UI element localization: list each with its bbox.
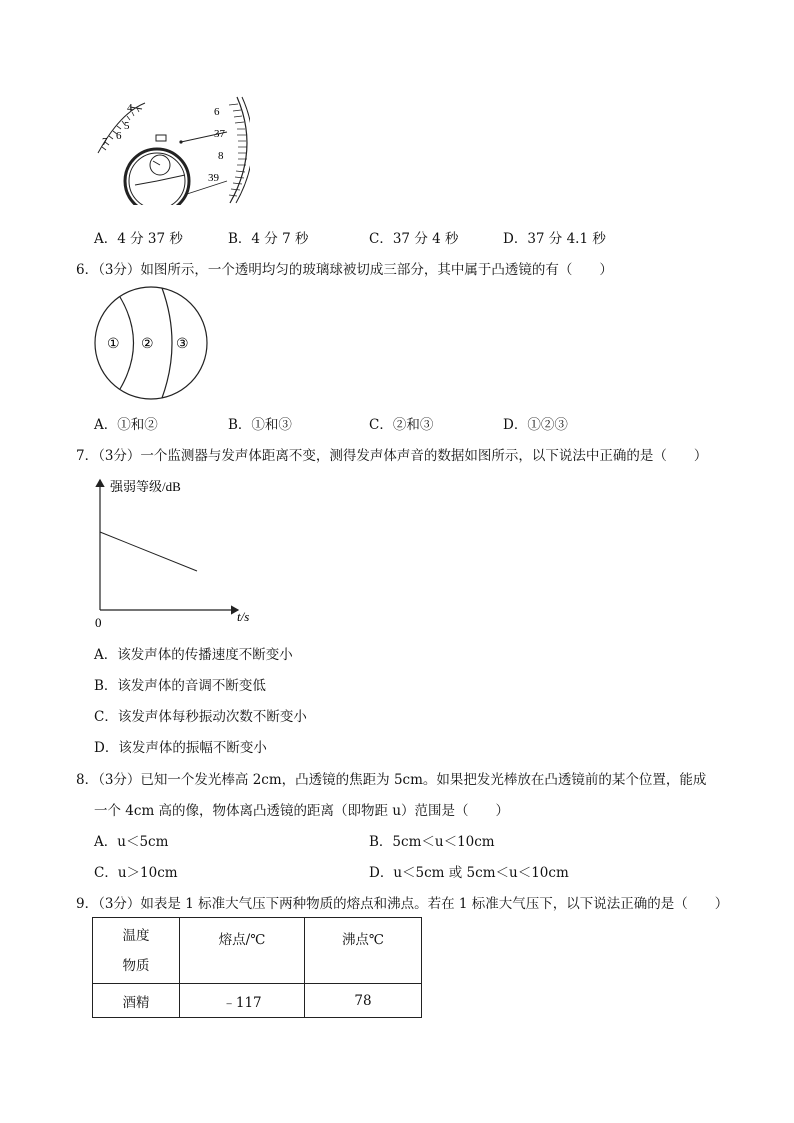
outer-scale-7: 7 [102,136,108,148]
sound-level-line [100,532,197,571]
stopwatch-figure [90,95,250,205]
sound-level-chart [90,474,270,634]
header-boiling-point: 沸点℃ [305,918,422,984]
q8-stem-line2: 一个 4cm 高的像，物体离凸透镜的距离（即物距 u）范围是（ ） [94,803,510,819]
q8-option-b[interactable]: B．5cm＜u＜10cm [369,834,495,850]
part-1-label: ① [107,337,120,352]
right-scale-39: 39 [208,172,219,184]
outer-scale-5: 5 [124,120,130,132]
q8-stem-line1: 8．（3分）已知一个发光棒高 2cm，凸透镜的焦距为 5cm。如果把发光棒放在凸透镜前的某个位置，能成 [76,772,707,788]
q7-option-a[interactable]: A．该发声体的传播速度不断变小 [94,647,293,663]
q7-option-b[interactable]: B．该发声体的音调不断变低 [94,678,266,694]
cell-melting-value: ﹣117 [180,984,305,1018]
outer-scale-4: 4 [127,102,133,114]
header-melting-point: 熔点/℃ [180,918,305,984]
q8-option-c[interactable]: C．u＞10cm [94,865,178,881]
part-3-label: ③ [176,337,189,352]
q6-option-d[interactable]: D．①②③ [503,417,568,433]
q5-option-d[interactable]: D．37 分 4.1 秒 [503,231,606,247]
q5-option-a[interactable]: A．4 分 37 秒 [94,231,183,247]
table-row [93,984,422,1018]
q8-option-a[interactable]: A．u＜5cm [94,834,169,850]
cell-boiling-value: 78 [305,984,422,1018]
part-2-label: ② [141,337,154,352]
q5-option-b[interactable]: B．4 分 7 秒 [228,231,309,247]
q7-option-c[interactable]: C．该发声体每秒振动次数不断变小 [94,709,307,725]
q7-stem: 7．（3分）一个监测器与发声体距离不变，测得发声体声音的数据如图所示，以下说法中正确的是（ ） [76,448,708,464]
y-axis-label: 强弱等级/dB [110,479,181,494]
q8-option-d[interactable]: D．u＜5cm 或 5cm＜u＜10cm [369,865,569,881]
cell-substance: 酒精 [93,984,180,1018]
q6-stem: 6．（3分）如图所示，一个透明均匀的玻璃球被切成三部分，其中属于凸透镜的有（ ） [76,262,613,278]
q9-stem: 9．（3分）如表是 1 标准大气压下两种物质的熔点和沸点。若在 1 标准大气压下，以下说法正确的是（ ） [76,896,729,912]
melting-boiling-table [92,917,422,1018]
q6-option-c[interactable]: C．②和③ [369,417,434,433]
origin-label: 0 [95,615,102,630]
corner-top-label: 温度 [122,927,150,944]
right-scale-6: 6 [214,106,220,118]
right-scale-8: 8 [218,150,224,162]
q7-option-d[interactable]: D．该发声体的振幅不断变小 [94,740,267,756]
glass-sphere-figure [92,284,210,402]
right-scale-37: 37 [214,128,225,140]
q5-option-c[interactable]: C．37 分 4 秒 [369,231,459,247]
q6-option-a[interactable]: A．①和② [94,417,158,433]
table-corner-cell [93,918,180,984]
outer-scale-6: 6 [116,130,122,142]
corner-bottom-label: 物质 [122,957,150,974]
q6-option-b[interactable]: B．①和③ [228,417,292,433]
x-axis-label: t/s [237,609,250,624]
